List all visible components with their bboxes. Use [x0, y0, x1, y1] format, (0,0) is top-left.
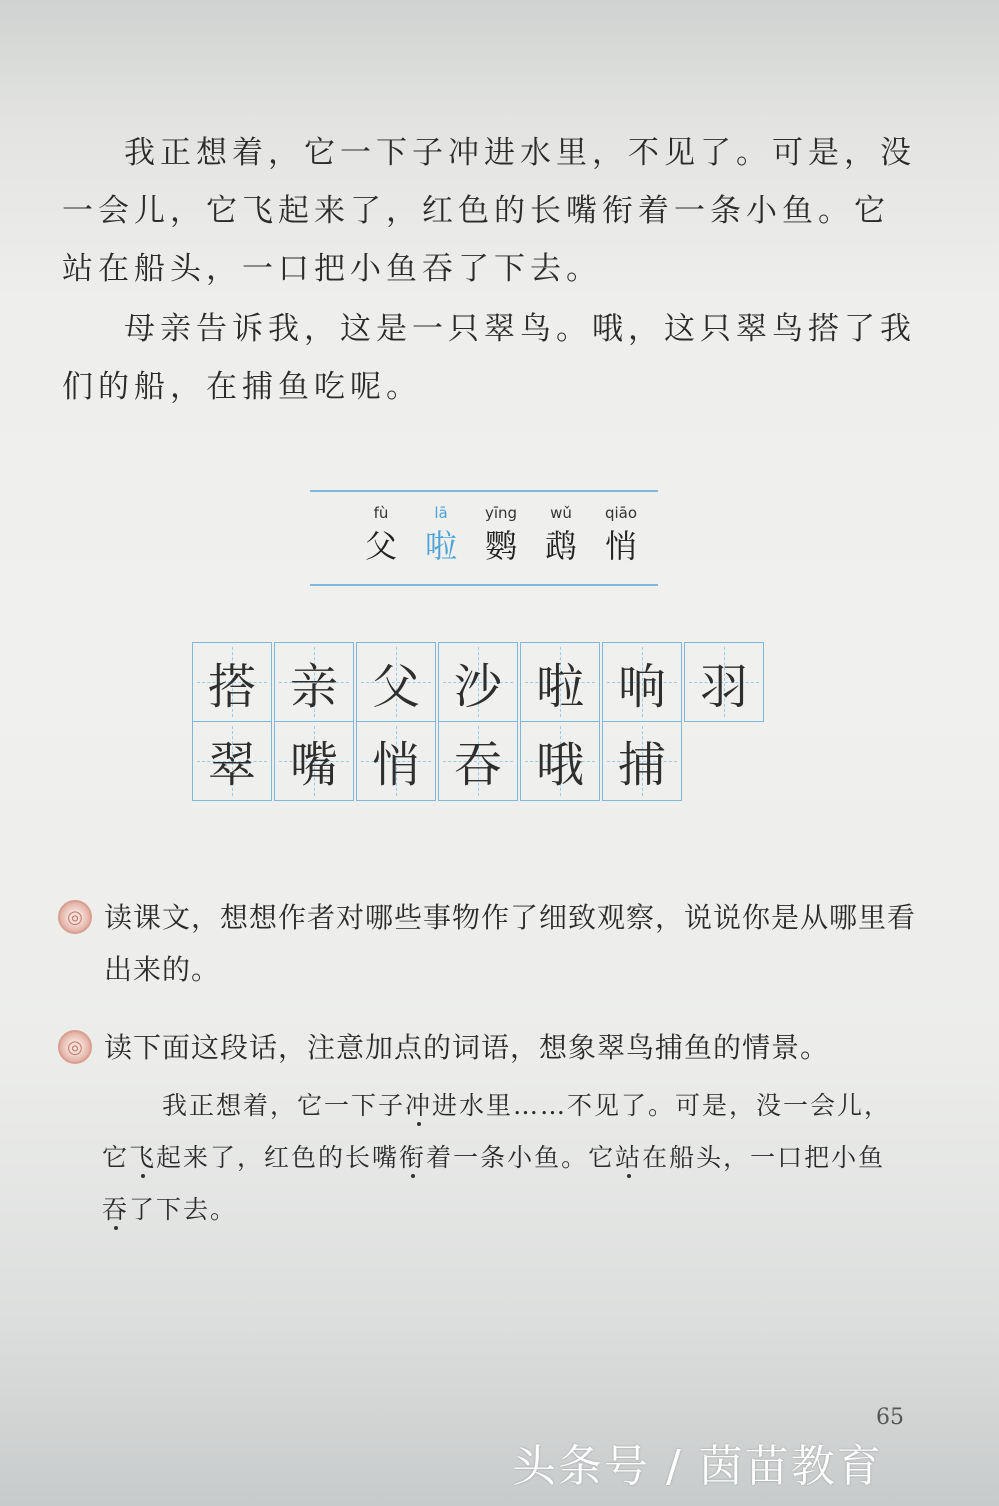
swirl-icon: ◎ [58, 1030, 92, 1064]
exercise-text: 读课文，想想作者对哪些事物作了细致观察，说说你是从哪里看出来的。 [104, 901, 917, 986]
new-char-1 [354, 504, 408, 568]
dotted-word: 吞 [102, 1195, 130, 1224]
grid-cell: 悄 [356, 721, 436, 801]
swirl-icon: ◎ [58, 900, 92, 934]
grid-cell: 沙 [438, 642, 518, 722]
pinyin: fù [373, 504, 389, 522]
exercise-2 [58, 1022, 938, 1074]
new-char-2 [414, 504, 468, 568]
writing-grid [192, 642, 766, 799]
pinyin: wǔ [550, 504, 572, 522]
grid-cell: 父 [356, 642, 436, 722]
character: 鹉 [544, 527, 577, 565]
quoted-passage: 我正想着，它一下子冲进水里……不见了。可是，没一会儿，它飞起来了，红色的长嘴衔着一条小鱼。它站在船头，一口把小鱼吞了下去。 [102, 1091, 892, 1224]
grid-cell: 响 [602, 642, 682, 722]
dotted-word: 冲 [405, 1091, 433, 1120]
new-characters-box [310, 490, 658, 586]
grid-cell: 羽 [684, 642, 764, 722]
grid-cell: 捕 [602, 721, 682, 801]
grid-cell: 翠 [192, 721, 272, 801]
grid-cell: 啦 [520, 642, 600, 722]
dotted-word: 衔 [399, 1143, 427, 1172]
dotted-word: 站 [615, 1143, 643, 1172]
dotted-word: 飞 [129, 1143, 157, 1172]
pinyin: qiāo [604, 504, 638, 522]
watermark: 头条号 / 茵苗教育 [512, 1441, 883, 1492]
grid-cell: 搭 [192, 642, 272, 722]
grid-cell: 吞 [438, 721, 518, 801]
grid-cell: 哦 [520, 721, 600, 801]
character: 鹦 [484, 527, 517, 565]
grid-row-1 [192, 642, 766, 721]
exercise-1 [58, 892, 938, 996]
character: 悄 [604, 527, 637, 565]
grid-cell: 嘴 [274, 721, 354, 801]
new-char-3 [474, 504, 528, 568]
pinyin: yīng [484, 504, 518, 522]
grid-row-2 [192, 721, 766, 800]
character: 父 [364, 527, 397, 565]
pinyin: lā [434, 504, 448, 522]
page-number: 65 [876, 1405, 904, 1430]
character: 啦 [424, 527, 457, 565]
paragraph-2: 母亲告诉我，这是一只翠鸟。哦，这只翠鸟搭了我们的船，在捕鱼吃呢。 [62, 311, 916, 405]
grid-cell: 亲 [274, 642, 354, 722]
new-char-4 [534, 504, 588, 568]
new-char-5 [594, 504, 648, 568]
exercise-text: 读下面这段话，注意加点的词语，想象翠鸟捕鱼的情景。 [104, 1031, 830, 1064]
paragraph-1: 我正想着，它一下子冲进水里，不见了。可是，没一会儿，它飞起来了，红色的长嘴衔着一条小鱼。它站在船头，一口把小鱼吞了下去。 [62, 135, 916, 287]
